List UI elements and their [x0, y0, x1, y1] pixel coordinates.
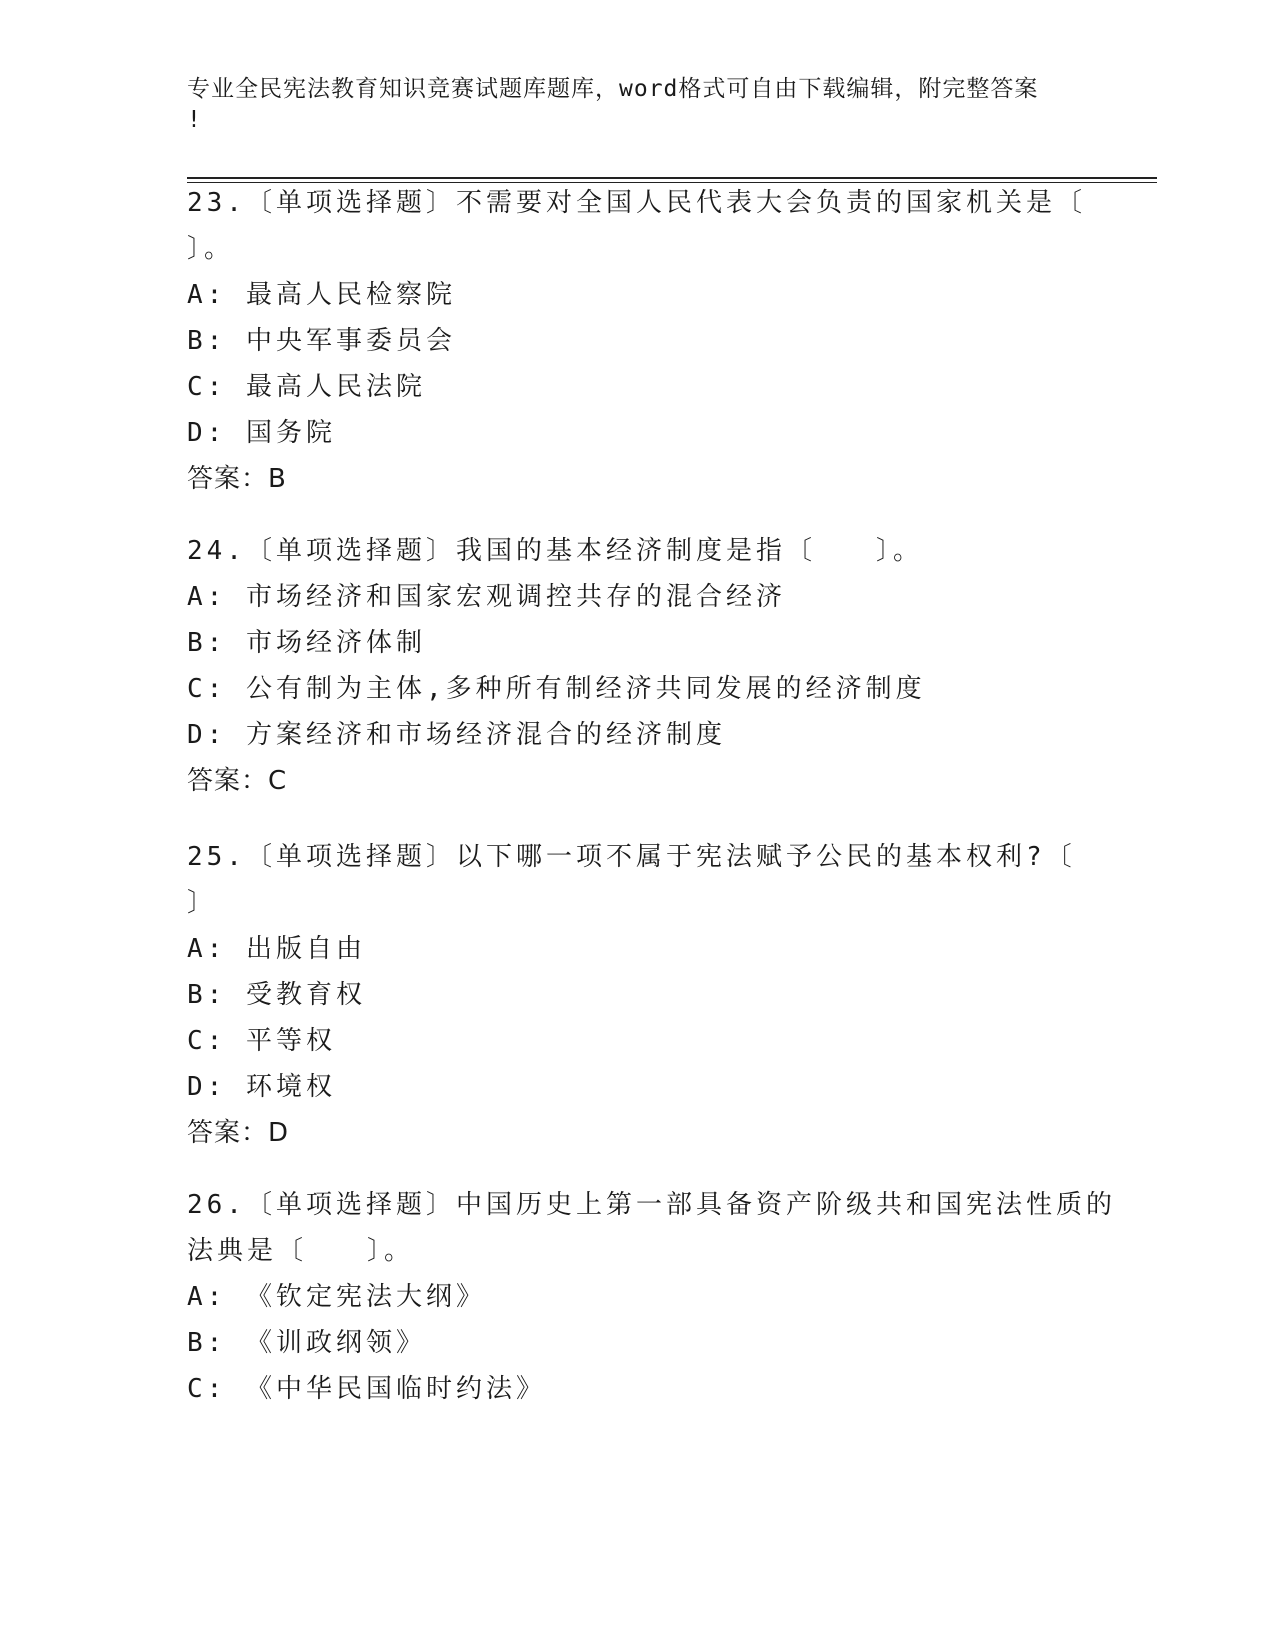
- option-d: D: 环境权: [187, 1072, 336, 1102]
- question-text: 23.〔单项选择题〕不需要对全国人民代表大会负责的国家机关是〔: [187, 188, 1086, 218]
- question-23: [187, 180, 1087, 502]
- header-divider-thick: [187, 177, 1157, 179]
- header-line-1: 专业全民宪法教育知识竞赛试题库题库，word格式可自由下载编辑，附完整答案: [187, 76, 1039, 102]
- option-d: D: 国务院: [187, 418, 336, 448]
- option-c: C: 平等权: [187, 1026, 336, 1056]
- document-header: [187, 74, 1067, 136]
- option-a: A: 市场经济和国家宏观调控共存的混合经济: [187, 582, 786, 612]
- answer: 答案：C: [187, 766, 288, 796]
- question-24: [187, 528, 1087, 804]
- question-text: 25.〔单项选择题〕以下哪一项不属于宪法赋予公民的基本权利?〔: [187, 842, 1076, 872]
- option-a: A: 出版自由: [187, 934, 366, 964]
- option-c: C: 最高人民法院: [187, 372, 426, 402]
- option-c: C: 公有制为主体,多种所有制经济共同发展的经济制度: [187, 674, 926, 704]
- option-b: B: 《训政纲领》: [187, 1328, 426, 1358]
- question-text: 24.〔单项选择题〕我国的基本经济制度是指〔 〕。: [187, 536, 923, 566]
- question-text: 〕。: [187, 234, 235, 264]
- option-a: A: 《钦定宪法大纲》: [187, 1282, 486, 1312]
- question-text: 法典是〔 〕。: [187, 1236, 415, 1266]
- option-c: C: 《中华民国临时约法》: [187, 1374, 546, 1404]
- question-25: [187, 834, 1087, 1156]
- header-line-2: !: [187, 107, 202, 133]
- option-b: B: 市场经济体制: [187, 628, 426, 658]
- question-26: [187, 1182, 1116, 1412]
- option-a: A: 最高人民检察院: [187, 280, 456, 310]
- answer: 答案：D: [187, 1118, 290, 1148]
- question-text: 26.〔单项选择题〕中国历史上第一部具备资产阶级共和国宪法性质的: [187, 1190, 1116, 1220]
- option-b: B: 中央军事委员会: [187, 326, 456, 356]
- answer: 答案：B: [187, 464, 287, 494]
- option-b: B: 受教育权: [187, 980, 366, 1010]
- option-d: D: 方案经济和市场经济混合的经济制度: [187, 720, 726, 750]
- question-text: 〕: [187, 888, 218, 918]
